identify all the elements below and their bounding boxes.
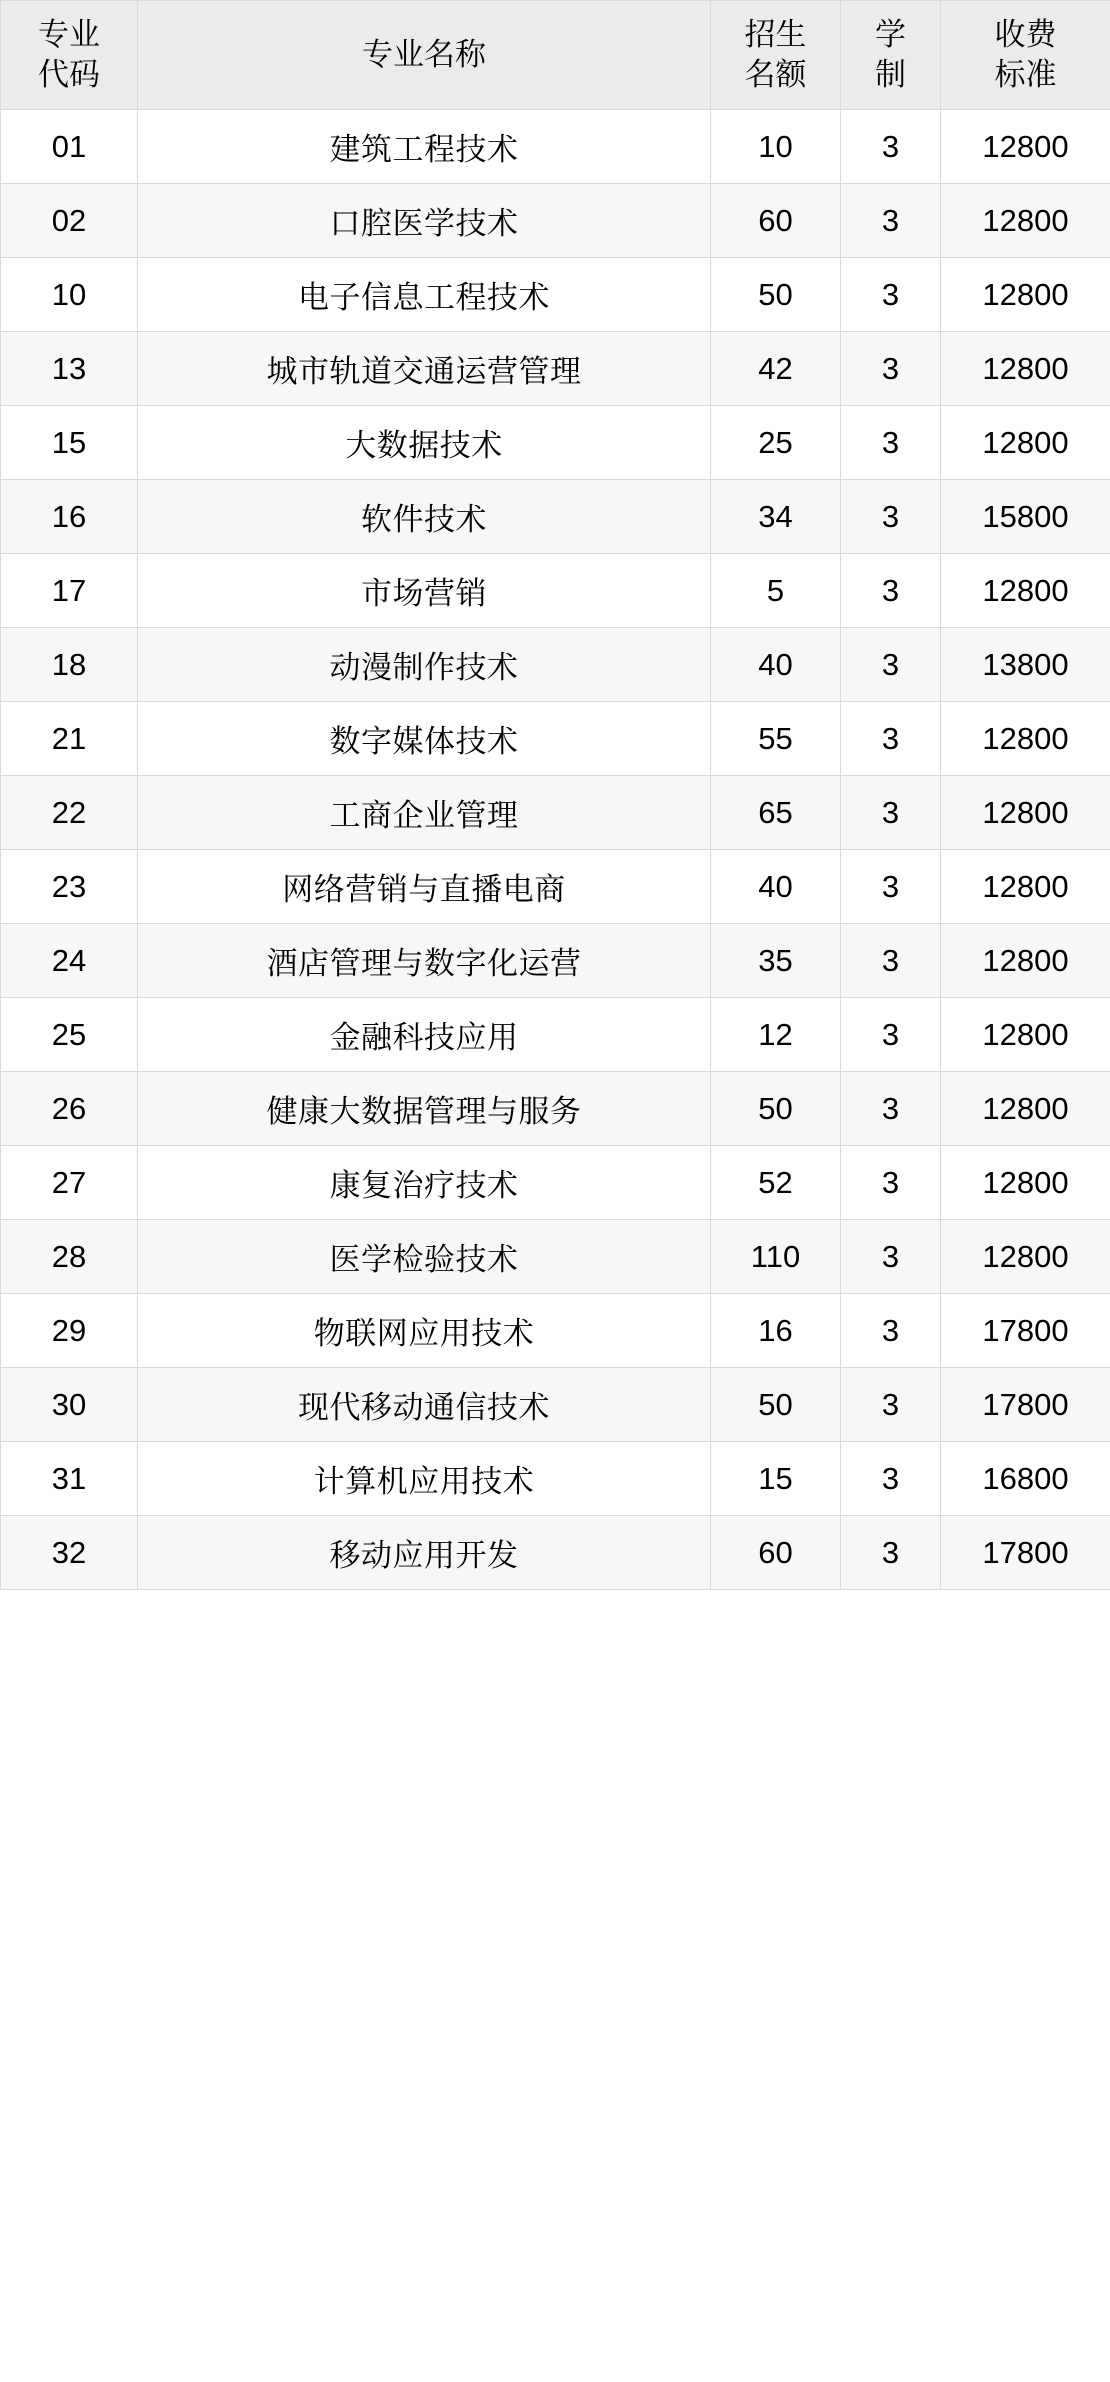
cell-enrollment-quota: 65 (711, 776, 841, 850)
cell-major-name: 康复治疗技术 (138, 1146, 711, 1220)
cell-study-length: 3 (841, 1294, 941, 1368)
cell-tuition-standard: 16800 (941, 1442, 1110, 1516)
cell-enrollment-quota: 40 (711, 628, 841, 702)
cell-major-code: 15 (1, 406, 138, 480)
cell-tuition-standard: 12800 (941, 1146, 1110, 1220)
cell-enrollment-quota: 60 (711, 1516, 841, 1590)
cell-major-code: 32 (1, 1516, 138, 1590)
cell-major-code: 30 (1, 1368, 138, 1442)
table-row (1, 1516, 1110, 1590)
cell-major-name: 医学检验技术 (138, 1220, 711, 1294)
cell-major-name: 数字媒体技术 (138, 702, 711, 776)
cell-tuition-standard: 12800 (941, 110, 1110, 184)
table-row (1, 1294, 1110, 1368)
cell-enrollment-quota: 5 (711, 554, 841, 628)
cell-tuition-standard: 12800 (941, 998, 1110, 1072)
table-row (1, 110, 1110, 184)
table-row (1, 850, 1110, 924)
cell-enrollment-quota: 50 (711, 258, 841, 332)
table-row (1, 998, 1110, 1072)
cell-major-code: 01 (1, 110, 138, 184)
cell-enrollment-quota: 50 (711, 1368, 841, 1442)
cell-enrollment-quota: 15 (711, 1442, 841, 1516)
cell-study-length: 3 (841, 110, 941, 184)
cell-study-length: 3 (841, 850, 941, 924)
cell-major-name: 城市轨道交通运营管理 (138, 332, 711, 406)
table-header (1, 1, 1110, 110)
cell-study-length: 3 (841, 554, 941, 628)
table-row (1, 480, 1110, 554)
cell-enrollment-quota: 42 (711, 332, 841, 406)
cell-study-length: 3 (841, 998, 941, 1072)
cell-tuition-standard: 15800 (941, 480, 1110, 554)
cell-major-code: 31 (1, 1442, 138, 1516)
cell-tuition-standard: 12800 (941, 406, 1110, 480)
table-row (1, 1220, 1110, 1294)
cell-major-name: 软件技术 (138, 480, 711, 554)
cell-tuition-standard: 12800 (941, 1220, 1110, 1294)
cell-major-code: 27 (1, 1146, 138, 1220)
cell-study-length: 3 (841, 332, 941, 406)
cell-major-code: 10 (1, 258, 138, 332)
header-enrollment-quota-line-1: 招生 (744, 17, 807, 53)
table-row (1, 258, 1110, 332)
cell-major-code: 18 (1, 628, 138, 702)
cell-enrollment-quota: 12 (711, 998, 841, 1072)
table-row (1, 1146, 1110, 1220)
cell-study-length: 3 (841, 628, 941, 702)
cell-major-code: 02 (1, 184, 138, 258)
cell-major-code: 22 (1, 776, 138, 850)
cell-tuition-standard: 12800 (941, 184, 1110, 258)
cell-major-name: 现代移动通信技术 (138, 1368, 711, 1442)
cell-tuition-standard: 12800 (941, 332, 1110, 406)
cell-major-name: 酒店管理与数字化运营 (138, 924, 711, 998)
cell-study-length: 3 (841, 776, 941, 850)
cell-major-code: 21 (1, 702, 138, 776)
cell-study-length: 3 (841, 924, 941, 998)
cell-major-name: 金融科技应用 (138, 998, 711, 1072)
header-tuition-standard-line-2: 标准 (994, 57, 1057, 92)
header-major-code-line-2: 代码 (38, 57, 100, 92)
table-body (1, 110, 1110, 1590)
cell-major-code: 17 (1, 554, 138, 628)
header-major-code (1, 1, 138, 110)
table-row (1, 702, 1110, 776)
header-tuition-standard-line-1: 收费 (994, 17, 1057, 53)
cell-major-name: 网络营销与直播电商 (138, 850, 711, 924)
cell-major-code: 13 (1, 332, 138, 406)
cell-enrollment-quota: 52 (711, 1146, 841, 1220)
cell-enrollment-quota: 110 (711, 1220, 841, 1294)
cell-enrollment-quota: 55 (711, 702, 841, 776)
header-major-code-line-1: 专业 (38, 17, 100, 53)
table-row (1, 1368, 1110, 1442)
cell-enrollment-quota: 50 (711, 1072, 841, 1146)
cell-study-length: 3 (841, 1146, 941, 1220)
cell-tuition-standard: 17800 (941, 1516, 1110, 1590)
header-major-name (138, 1, 711, 110)
cell-enrollment-quota: 34 (711, 480, 841, 554)
table-row (1, 776, 1110, 850)
table-row (1, 1442, 1110, 1516)
cell-major-name: 计算机应用技术 (138, 1442, 711, 1516)
cell-tuition-standard: 12800 (941, 554, 1110, 628)
cell-study-length: 3 (841, 1442, 941, 1516)
table-row (1, 406, 1110, 480)
cell-enrollment-quota: 10 (711, 110, 841, 184)
cell-tuition-standard: 13800 (941, 628, 1110, 702)
cell-major-name: 大数据技术 (138, 406, 711, 480)
cell-study-length: 3 (841, 406, 941, 480)
cell-major-code: 24 (1, 924, 138, 998)
header-study-length-line-1: 学 (875, 17, 906, 53)
cell-study-length: 3 (841, 258, 941, 332)
header-study-length (841, 1, 941, 110)
header-major-name-line-1: 专业名称 (362, 37, 486, 73)
cell-major-name: 动漫制作技术 (138, 628, 711, 702)
cell-major-name: 工商企业管理 (138, 776, 711, 850)
cell-tuition-standard: 12800 (941, 702, 1110, 776)
cell-major-name: 移动应用开发 (138, 1516, 711, 1590)
cell-enrollment-quota: 40 (711, 850, 841, 924)
cell-major-code: 29 (1, 1294, 138, 1368)
cell-tuition-standard: 17800 (941, 1368, 1110, 1442)
header-enrollment-quota (711, 1, 841, 110)
cell-tuition-standard: 17800 (941, 1294, 1110, 1368)
cell-tuition-standard: 12800 (941, 924, 1110, 998)
cell-enrollment-quota: 25 (711, 406, 841, 480)
header-tuition-standard (941, 1, 1110, 110)
cell-enrollment-quota: 60 (711, 184, 841, 258)
cell-major-name: 口腔医学技术 (138, 184, 711, 258)
cell-major-name: 电子信息工程技术 (138, 258, 711, 332)
cell-study-length: 3 (841, 184, 941, 258)
cell-tuition-standard: 12800 (941, 1072, 1110, 1146)
cell-tuition-standard: 12800 (941, 850, 1110, 924)
cell-major-name: 建筑工程技术 (138, 110, 711, 184)
cell-study-length: 3 (841, 1368, 941, 1442)
cell-enrollment-quota: 16 (711, 1294, 841, 1368)
header-enrollment-quota-line-2: 名额 (744, 57, 807, 92)
cell-major-name: 市场营销 (138, 554, 711, 628)
table-row (1, 332, 1110, 406)
cell-major-code: 16 (1, 480, 138, 554)
table-row (1, 554, 1110, 628)
cell-study-length: 3 (841, 702, 941, 776)
table-row (1, 628, 1110, 702)
cell-major-code: 26 (1, 1072, 138, 1146)
header-study-length-line-2: 制 (875, 57, 906, 92)
cell-tuition-standard: 12800 (941, 258, 1110, 332)
table-row (1, 184, 1110, 258)
cell-enrollment-quota: 35 (711, 924, 841, 998)
cell-study-length: 3 (841, 480, 941, 554)
cell-study-length: 3 (841, 1072, 941, 1146)
cell-tuition-standard: 12800 (941, 776, 1110, 850)
cell-study-length: 3 (841, 1516, 941, 1590)
cell-major-name: 健康大数据管理与服务 (138, 1072, 711, 1146)
cell-major-code: 25 (1, 998, 138, 1072)
cell-study-length: 3 (841, 1220, 941, 1294)
cell-major-name: 物联网应用技术 (138, 1294, 711, 1368)
table-header-row (1, 1, 1110, 110)
table-row (1, 924, 1110, 998)
table-row (1, 1072, 1110, 1146)
cell-major-code: 28 (1, 1220, 138, 1294)
cell-major-code: 23 (1, 850, 138, 924)
